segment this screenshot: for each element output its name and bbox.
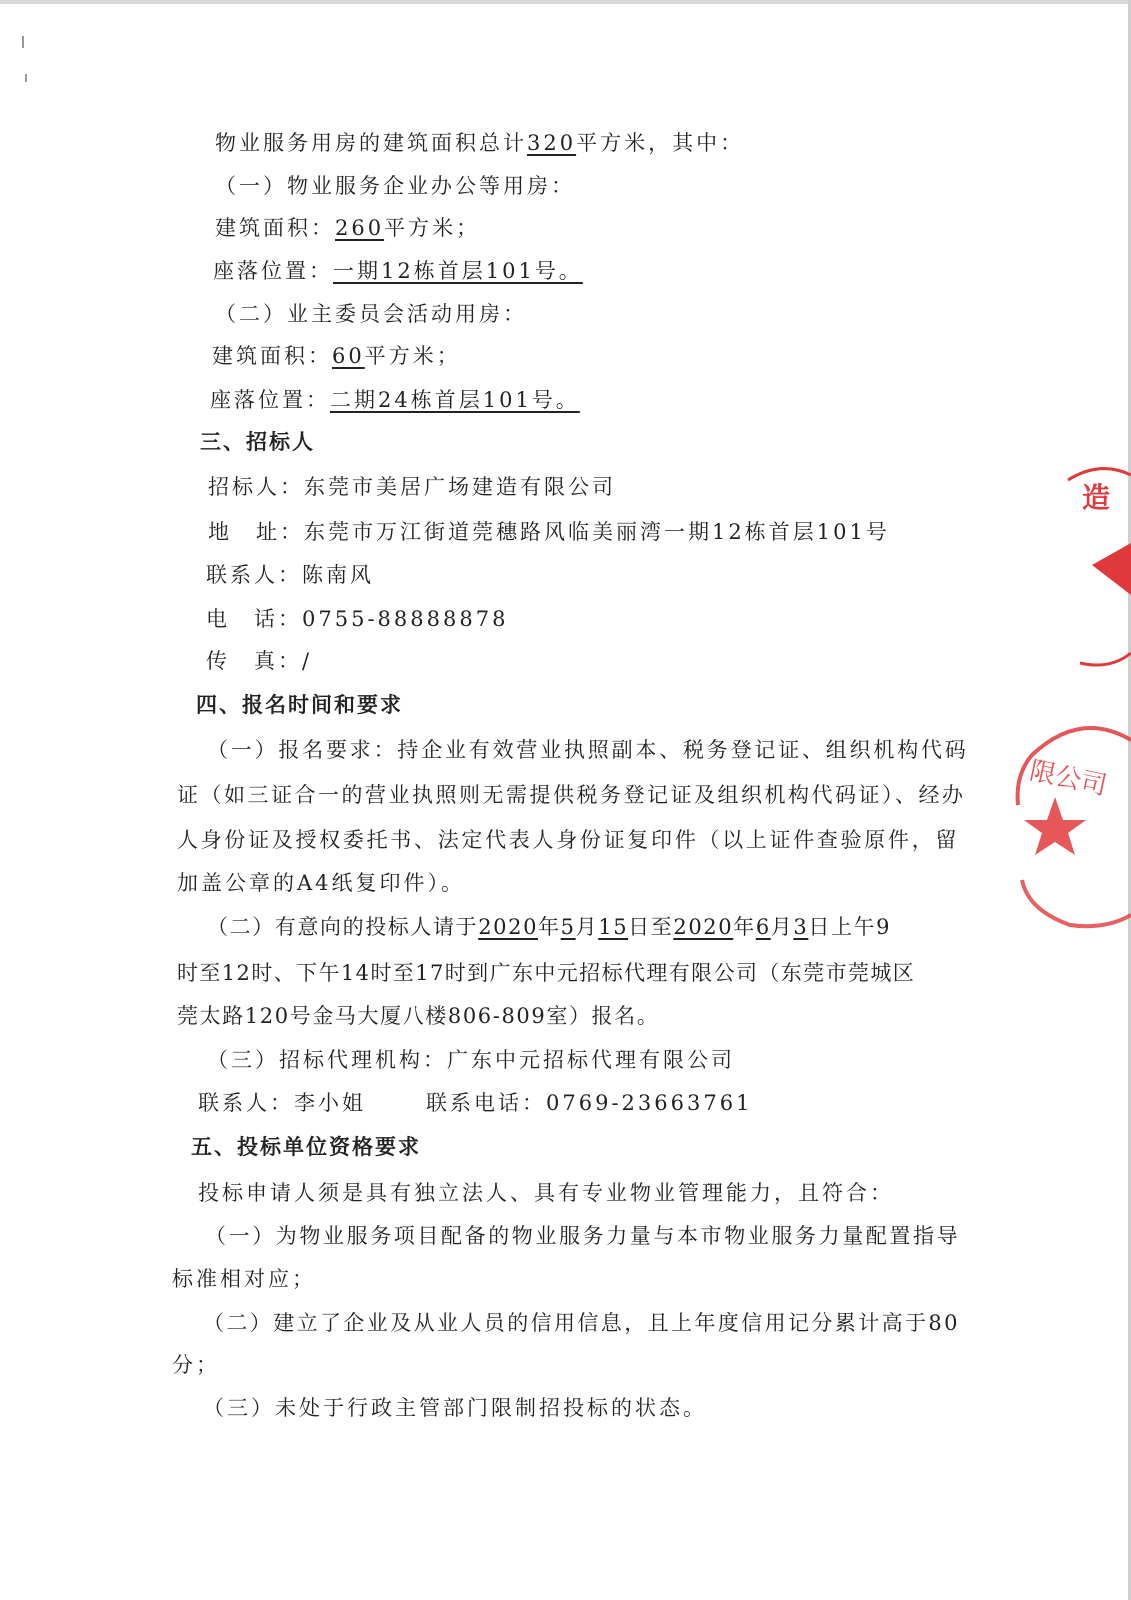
address-line: 地 址：东莞市万江街道莞穗路风临美丽湾一期12栋首层101号 — [208, 520, 890, 544]
section5-heading: 五、投标单位资格要求 — [191, 1135, 421, 1159]
seal-text: 造 — [1082, 481, 1111, 514]
qualification-requirement-line: （三）未处于行政主管部门限制招投标的状态。 — [203, 1396, 707, 1420]
agency-contact-line — [198, 1093, 752, 1114]
agency-contact: 联系人：李小姐 — [198, 1091, 366, 1115]
end-month: 6 — [755, 915, 771, 939]
registration-requirement-line: 证（如三证合一的营业执照则无需提供税务登记证及组织机构代码证）、经办 — [177, 783, 966, 807]
registration-requirement-line: 加盖公章的A4纸复印件）。 — [177, 871, 466, 895]
item1-location-value: 一期12栋首层101号。 — [333, 259, 583, 283]
company-seal-partial — [1010, 715, 1131, 930]
qualification-intro: 投标申请人须是具有独立法人、具有专业物业管理能力，且符合： — [198, 1181, 894, 1205]
registration-requirement-line: 人身份证及授权委托书、法定代表人身份证复印件（以上证件查验原件，留 — [177, 828, 960, 852]
item2-location-value: 二期24栋首层101号。 — [330, 388, 580, 412]
fax-line: 传 真：/ — [206, 649, 313, 673]
contact-line: 联系人：陈南风 — [206, 563, 374, 587]
item2-area-line: 建筑面积：60平方米； — [212, 344, 461, 368]
item1-area-value: 260 — [335, 216, 385, 240]
tenderer-line: 招标人：东莞市美居广场建造有限公司 — [208, 475, 616, 499]
qualification-requirement-line: （二）建立了企业及从业人员的信用信息，且上年度信用记分累计高于80 — [203, 1311, 960, 1335]
scan-mark — [22, 36, 24, 48]
phone-line: 电 话：0755-88888878 — [206, 607, 509, 631]
qualification-requirement-line: 分； — [172, 1353, 220, 1377]
total-area-line: 物业服务用房的建筑面积总计320平方米，其中： — [215, 131, 745, 155]
seal-ring — [1068, 469, 1131, 480]
seal-star-icon — [1092, 543, 1131, 595]
seal-star-icon — [1024, 797, 1086, 855]
agency-phone: 联系电话：0769-23663761 — [426, 1091, 753, 1115]
item1-title: （一）物业服务企业办公等用房： — [215, 174, 575, 198]
registration-time-line: 莞太路120号金马大厦八楼806-809室）报名。 — [177, 1004, 660, 1028]
end-day: 3 — [793, 915, 809, 939]
item2-location-line: 座落位置：二期24栋首层101号。 — [210, 388, 580, 412]
company-seal-partial — [1040, 455, 1131, 680]
total-area-value: 320 — [527, 131, 577, 155]
scan-mark — [25, 74, 27, 82]
seal-ring — [1080, 653, 1131, 665]
seal-text: 限公司 — [1026, 755, 1110, 802]
agency-line: （三）招标代理机构：广东中元招标代理有限公司 — [207, 1048, 735, 1072]
scan-edge-top — [0, 0, 1131, 4]
start-day: 15 — [598, 915, 629, 939]
end-year: 2020 — [673, 915, 734, 939]
item1-location-line: 座落位置：一期12栋首层101号。 — [213, 259, 583, 283]
start-month: 5 — [560, 915, 576, 939]
start-year: 2020 — [478, 915, 539, 939]
section4-heading: 四、报名时间和要求 — [196, 693, 403, 717]
qualification-requirement-line: 标准相对应； — [172, 1267, 316, 1291]
seal-ring — [1022, 880, 1131, 926]
item2-area-value: 60 — [332, 344, 365, 368]
registration-time-line: （二）有意向的投标人请于2020年5月15日至2020年6月3日上午9 — [207, 915, 892, 939]
registration-requirement-line: （一）报名要求：持企业有效营业执照副本、税务登记证、组织机构代码 — [207, 738, 969, 762]
section3-heading: 三、招标人 — [200, 430, 315, 454]
qualification-requirement-line: （一）为物业服务项目配备的物业服务力量与本市物业服务力量配置指导 — [205, 1224, 961, 1248]
registration-time-line: 时至12时、下午14时至17时到广东中元招标代理有限公司（东莞市莞城区 — [177, 961, 916, 985]
item1-area-line: 建筑面积：260平方米； — [215, 216, 481, 240]
item2-title: （二）业主委员会活动用房： — [215, 302, 527, 326]
